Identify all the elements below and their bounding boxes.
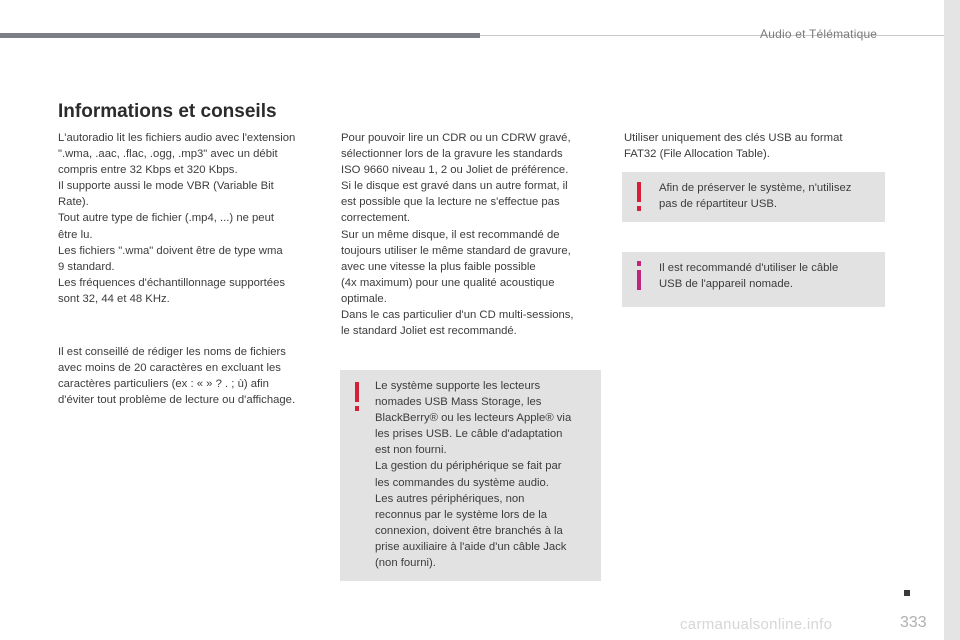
warning-note-usb-splitter	[622, 172, 885, 222]
info-note-text: Il est recommandé d'utiliser le câble USB de l'appareil nomade.	[659, 262, 839, 291]
warning-note-text: Afin de préserver le système, n'utilisez pas de répartiteur USB.	[659, 182, 852, 211]
info-note-usb-cable	[622, 252, 885, 307]
column-1-block-1	[58, 130, 333, 307]
cd-burning-paragraph: Pour pouvoir lire un CDR ou un CDRW gravé, sélectionner lors de la gravure les standards ISO 9660 niveau 1, 2 ou Joliet de préférence. Si le disque est gravé dans un autre format, il est possible que la lecture ne s'effectue pas correctement. Sur un même disque, il est recommandé de toujours utiliser le même standard de gravure, avec une vitesse la plus faible possible (4x maximum) pour une qualité acoustique optimale. Dans le cas particulier d'un CD multi-sessions, le standard Joliet est recommandé.	[341, 132, 574, 338]
column-2-block-1	[341, 130, 616, 339]
section-label: Audio et Télématique	[760, 27, 878, 41]
info-icon	[634, 261, 644, 291]
usb-format-paragraph: Utiliser uniquement des clés USB au format FAT32 (File Allocation Table).	[624, 132, 843, 161]
column-1-block-2	[58, 344, 333, 408]
audio-formats-paragraph: L'autoradio lit les fichiers audio avec l'extension ".wma, .aac, .flac, .ogg, .mp3" avec un débit compris entre 32 Kbps et 320 Kbps. Il supporte aussi le mode VBR (Variable Bit Rate). Tout autre type de fichier (.mp4, ...) ne peut être lu. Les fichiers ".wma" doivent être de type wma 9 standard. Les fréquences d'échantillonnage supportées sont 32, 44 et 48 KHz.	[58, 132, 296, 305]
page-number: 333	[900, 614, 927, 631]
top-rule	[0, 33, 480, 38]
watermark: carmanualsonline.info	[680, 616, 833, 633]
warning-note-usb-devices	[340, 370, 601, 581]
warning-note-text: Le système supporte les lecteurs nomades USB Mass Storage, les BlackBerry® ou les lecteurs Apple® via les prises USB. Le câble d'adaptation est non fourni. La gestion du périphérique se fait par les commandes du système audio. Les autres périphériques, non reconnus par le système lors de la connexion, doivent être branchés à la prise auxiliaire à l'aide d'un câble Jack (non fourni).	[375, 380, 572, 570]
page-marker	[904, 590, 910, 596]
exclamation-icon	[352, 382, 362, 412]
page-title: Informations et conseils	[58, 101, 277, 122]
file-naming-paragraph: Il est conseillé de rédiger les noms de fichiers avec moins de 20 caractères en excluant les caractères particuliers (ex : « » ? . ; ù) afin d'éviter tout problème de lecture ou d'affichage.	[58, 346, 296, 407]
exclamation-icon	[634, 182, 644, 212]
side-strip	[944, 0, 960, 640]
column-3-block-1	[624, 130, 899, 162]
